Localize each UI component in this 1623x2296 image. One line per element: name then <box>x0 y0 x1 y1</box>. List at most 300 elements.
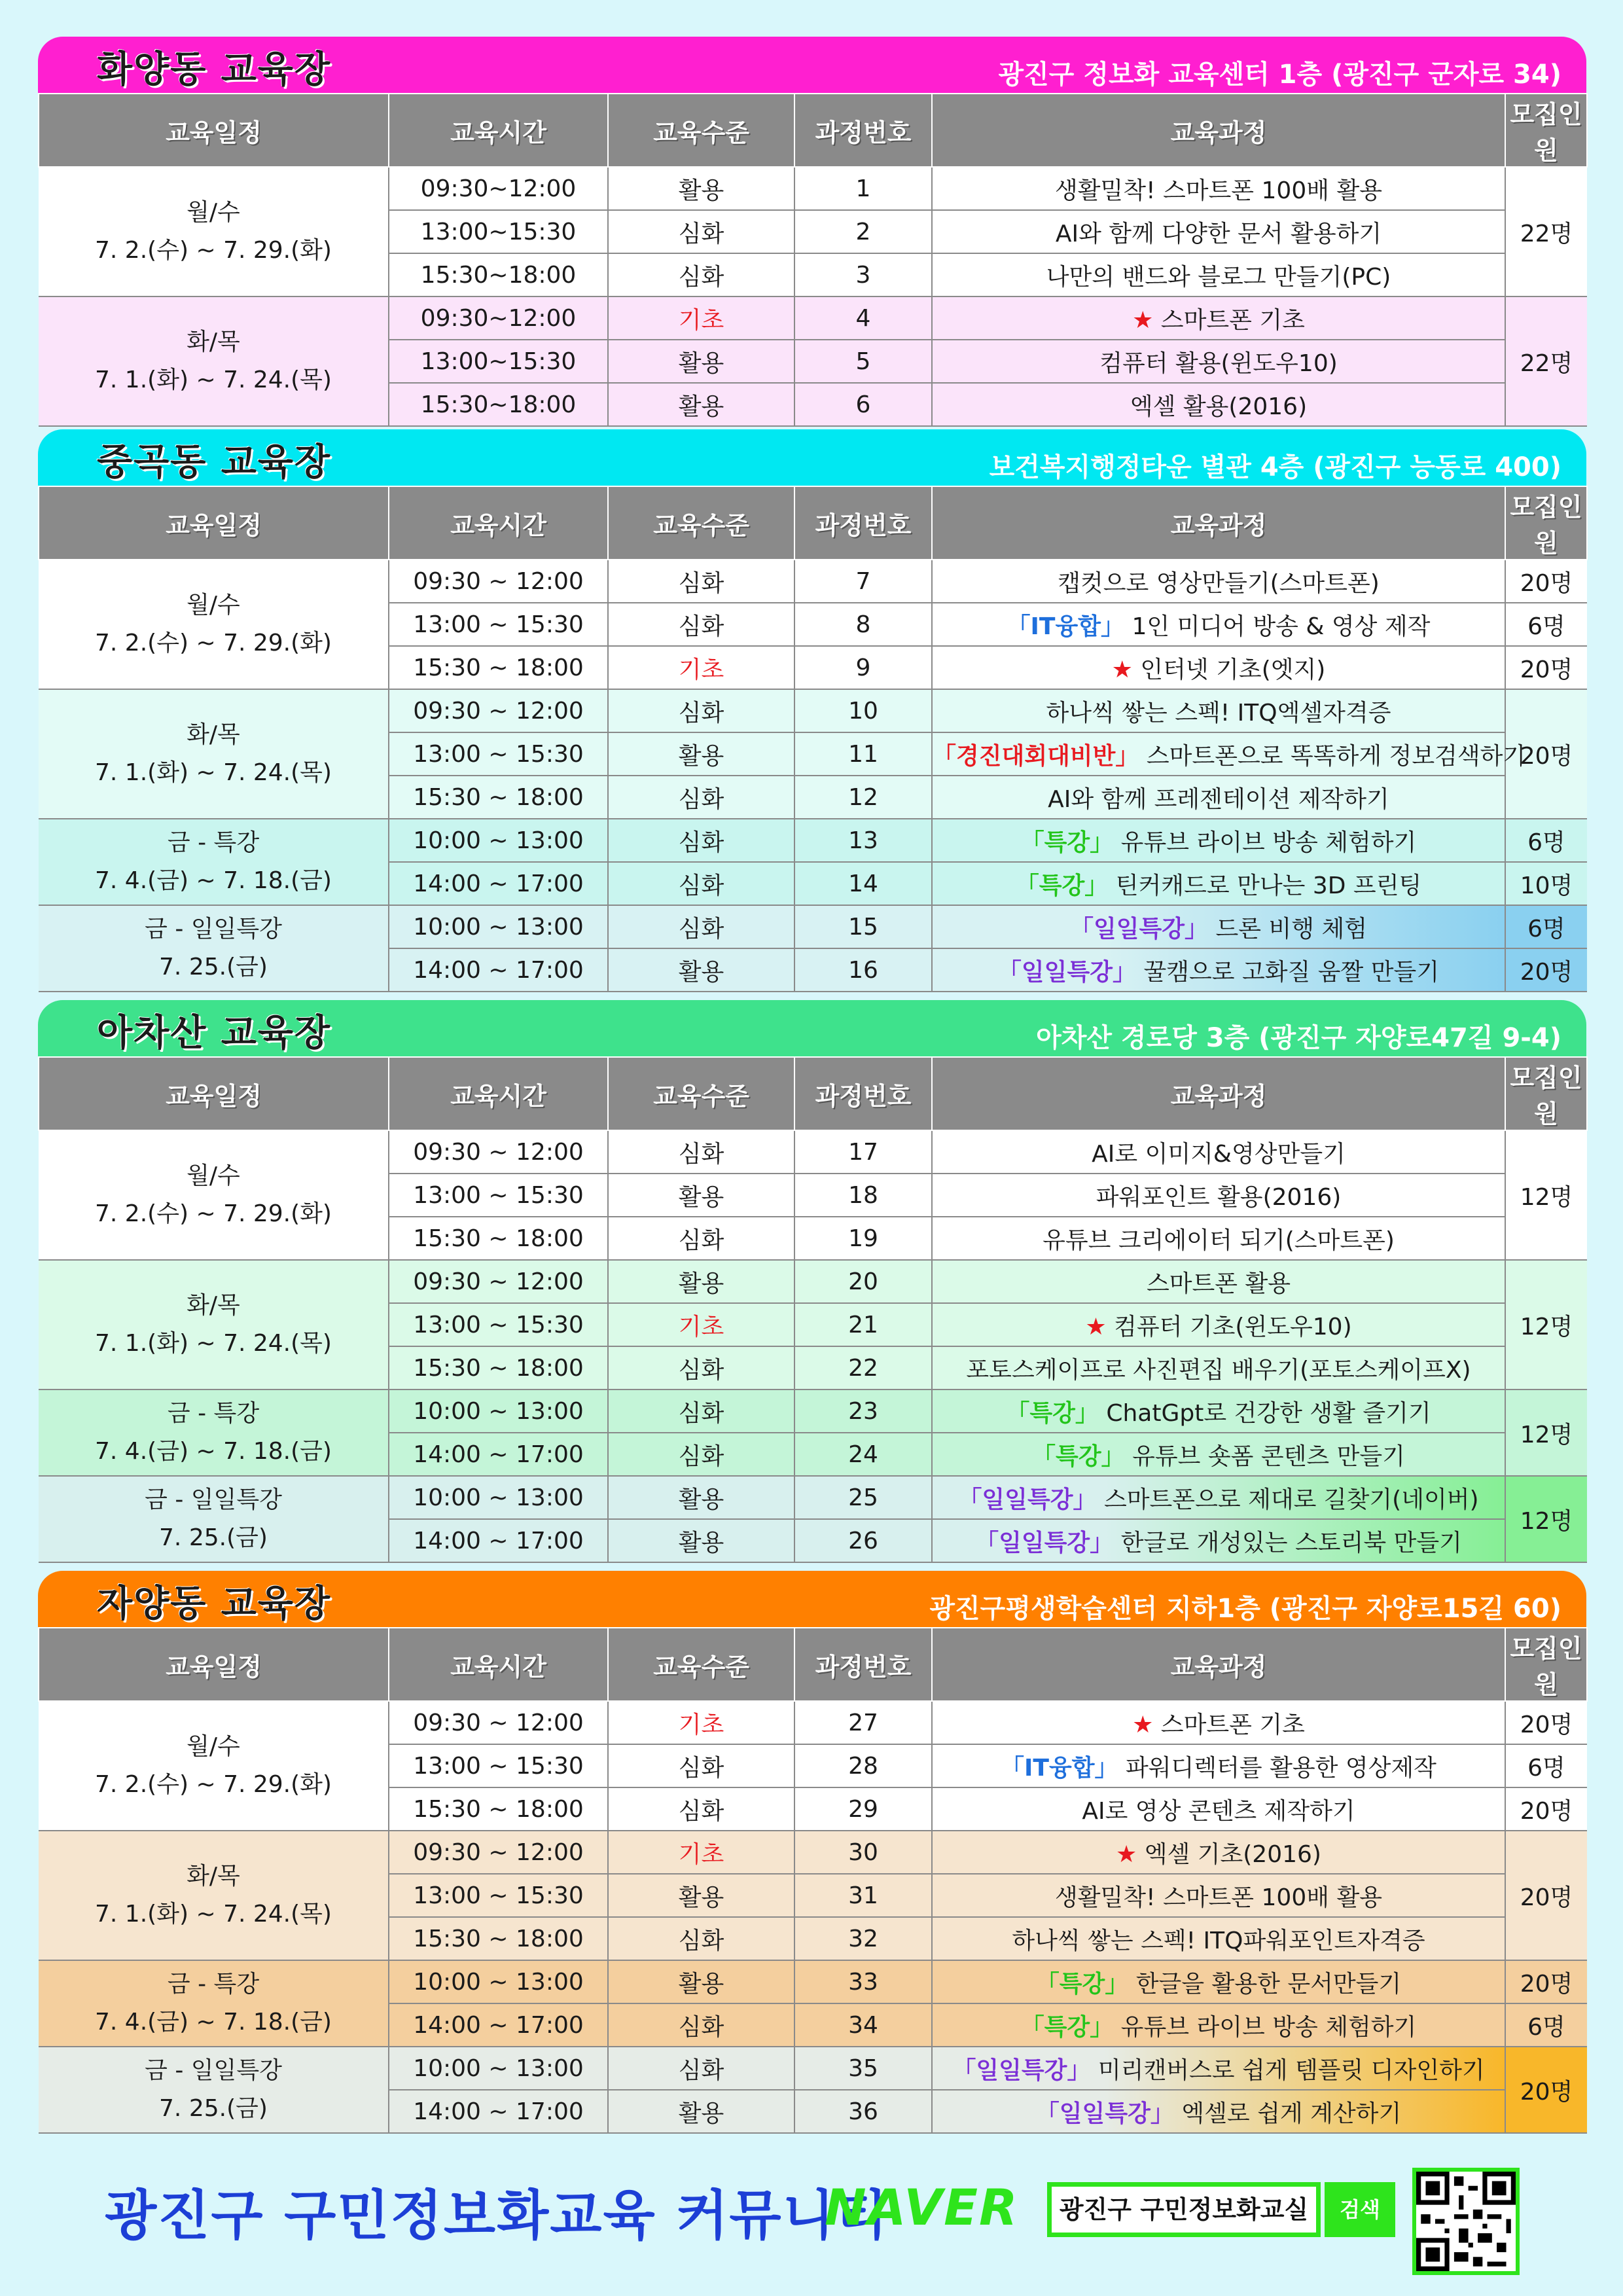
level-cell: 기초 <box>608 1701 794 1744</box>
time-cell: 15:30~18:00 <box>389 253 608 296</box>
level-cell: 심화 <box>608 253 794 296</box>
time-cell: 15:30 ~ 18:00 <box>389 1917 608 1960</box>
star-icon: ★ <box>1085 1313 1115 1340</box>
level-cell: 활용 <box>608 1874 794 1917</box>
course-number-cell: 22 <box>794 1346 932 1390</box>
capacity-cell: 22명 <box>1505 167 1587 296</box>
schedule-cell <box>39 560 389 689</box>
course-title: 파워디렉터를 활용한 영상제작 <box>1125 1754 1436 1782</box>
time-cell: 14:00 ~ 17:00 <box>389 1519 608 1562</box>
time-cell: 15:30 ~ 18:00 <box>389 776 608 819</box>
level-cell: 기초 <box>608 1831 794 1874</box>
schedule-table <box>38 1627 1588 2134</box>
course-title: 스마트폰으로 제대로 길찾기(네이버) <box>1103 1486 1479 1513</box>
capacity-cell: 6명 <box>1505 1744 1587 1787</box>
capacity-cell: 20명 <box>1505 1831 1587 1960</box>
time-cell: 10:00 ~ 13:00 <box>389 905 608 948</box>
level-cell: 심화 <box>608 1787 794 1831</box>
course-tag: 「일일특강」 <box>1069 915 1209 942</box>
level-cell: 심화 <box>608 1130 794 1174</box>
course-title: 스마트폰 활용 <box>1146 1270 1291 1297</box>
level-cell: 심화 <box>608 603 794 646</box>
column-header: 교육과정 <box>932 1628 1505 1701</box>
time-cell: 13:00 ~ 15:30 <box>389 603 608 646</box>
course-tag: 「일일특강」 <box>958 1486 1097 1513</box>
level-cell: 활용 <box>608 1960 794 2003</box>
course-number-cell: 24 <box>794 1433 932 1476</box>
course-number-cell: 25 <box>794 1476 932 1519</box>
column-header: 교육수준 <box>608 486 794 560</box>
schedule-dates: 7. 2.(수) ~ 7. 29.(화) <box>95 1200 332 1227</box>
schedule-days: 금 - 특강 <box>167 1971 260 1998</box>
capacity-cell: 6명 <box>1505 905 1587 948</box>
schedule-dates: 7. 1.(화) ~ 7. 24.(목) <box>95 367 332 393</box>
capacity-cell: 22명 <box>1505 296 1587 426</box>
level-cell: 활용 <box>608 1174 794 1217</box>
course-number-cell: 1 <box>794 167 932 210</box>
course-number-cell: 12 <box>794 776 932 819</box>
schedule-days: 화/목 <box>187 329 240 355</box>
section-banner <box>38 429 1586 486</box>
course-cell <box>932 2090 1505 2133</box>
course-cell <box>932 1917 1505 1960</box>
level-cell: 심화 <box>608 1217 794 1260</box>
schedule-cell <box>39 296 389 426</box>
schedule-dates: 7. 4.(금) ~ 7. 18.(금) <box>95 867 332 894</box>
naver-logo: NAVER <box>825 2178 1019 2236</box>
capacity-cell: 12명 <box>1505 1476 1587 1562</box>
capacity-cell: 20명 <box>1505 948 1587 992</box>
schedule-cell <box>39 1960 389 2047</box>
search-button[interactable]: 검색 <box>1325 2182 1395 2237</box>
level-cell: 기초 <box>608 646 794 689</box>
course-cell <box>932 948 1505 992</box>
section-3 <box>38 1000 1586 1563</box>
course-cell <box>932 1217 1505 1260</box>
schedule-cell <box>39 167 389 296</box>
capacity-cell: 6명 <box>1505 2003 1587 2047</box>
course-cell <box>932 1130 1505 1174</box>
course-title: 한글을 활용한 문서만들기 <box>1135 1970 1402 1998</box>
course-title: 하나씩 쌓는 스펙! ITQ파워포인트자격증 <box>1012 1927 1425 1954</box>
course-cell <box>932 167 1505 210</box>
time-cell: 09:30 ~ 12:00 <box>389 1701 608 1744</box>
course-cell <box>932 2003 1505 2047</box>
course-tag: 「일일특강」 <box>1035 2100 1174 2127</box>
course-title: 한글로 개성있는 스토리북 만들기 <box>1120 1529 1462 1556</box>
level-cell: 심화 <box>608 1917 794 1960</box>
schedule-dates: 7. 2.(수) ~ 7. 29.(화) <box>95 630 332 656</box>
time-cell: 13:00 ~ 15:30 <box>389 1174 608 1217</box>
course-number-cell: 30 <box>794 1831 932 1874</box>
column-header: 교육일정 <box>39 1057 389 1130</box>
course-cell <box>932 1303 1505 1346</box>
course-cell <box>932 1960 1505 2003</box>
header-row <box>39 94 1587 167</box>
course-number-cell: 11 <box>794 732 932 776</box>
star-icon: ★ <box>1132 306 1161 334</box>
table-row <box>39 1831 1587 1874</box>
schedule-cell <box>39 1260 389 1390</box>
column-header: 모집인원 <box>1505 1057 1587 1130</box>
level-cell: 활용 <box>608 340 794 383</box>
capacity-cell: 10명 <box>1505 862 1587 905</box>
course-tag: 「특강」 <box>1032 1443 1125 1470</box>
schedule-cell <box>39 1130 389 1260</box>
search-box[interactable]: 광진구 구민정보화교실 <box>1047 2182 1321 2237</box>
table-row <box>39 167 1587 210</box>
course-title: 생활밀착! 스마트폰 100배 활용 <box>1054 177 1382 204</box>
schedule-days: 금 - 일일특강 <box>145 1486 282 1513</box>
course-cell <box>932 1346 1505 1390</box>
course-number-cell: 33 <box>794 1960 932 2003</box>
course-number-cell: 5 <box>794 340 932 383</box>
section-title: 자양동 교육장 <box>97 1583 332 1625</box>
course-number-cell: 18 <box>794 1174 932 1217</box>
capacity-cell: 20명 <box>1505 1960 1587 2003</box>
column-header: 과정번호 <box>794 1628 932 1701</box>
schedule-dates: 7. 25.(금) <box>159 2095 268 2122</box>
course-number-cell: 16 <box>794 948 932 992</box>
section-2 <box>38 429 1586 992</box>
time-cell: 13:00~15:30 <box>389 210 608 253</box>
schedule-dates: 7. 1.(화) ~ 7. 24.(목) <box>95 1330 332 1357</box>
course-tag: 「경진대회대비반」 <box>933 742 1139 770</box>
level-cell: 기초 <box>608 296 794 340</box>
course-cell <box>932 1744 1505 1787</box>
level-cell: 심화 <box>608 1346 794 1390</box>
course-number-cell: 3 <box>794 253 932 296</box>
schedule-dates: 7. 25.(금) <box>159 1524 268 1551</box>
course-number-cell: 14 <box>794 862 932 905</box>
course-title: 드론 비행 체험 <box>1215 915 1368 942</box>
course-number-cell: 17 <box>794 1130 932 1174</box>
time-cell: 09:30 ~ 12:00 <box>389 560 608 603</box>
level-cell: 활용 <box>608 732 794 776</box>
course-title: 유튜브 라이브 방송 체험하기 <box>1120 2013 1417 2041</box>
course-number-cell: 19 <box>794 1217 932 1260</box>
table-row <box>39 296 1587 340</box>
course-title: 포토스케이프로 사진편집 배우기(포토스케이프X) <box>966 1356 1471 1384</box>
column-header: 모집인원 <box>1505 486 1587 560</box>
capacity-cell: 20명 <box>1505 689 1587 819</box>
qr-code-icon <box>1416 2172 1516 2271</box>
table-row <box>39 1476 1587 1519</box>
time-cell: 09:30 ~ 12:00 <box>389 1260 608 1303</box>
schedule-days: 월/수 <box>187 592 240 619</box>
schedule-cell <box>39 1831 389 1960</box>
course-title: AI와 함께 프레젠테이션 제작하기 <box>1048 785 1389 813</box>
schedule-days: 월/수 <box>187 199 240 226</box>
course-title: AI로 영상 콘텐츠 제작하기 <box>1082 1797 1355 1825</box>
capacity-cell: 20명 <box>1505 560 1587 603</box>
community-title: 광진구 구민정보화교육 커뮤니티 <box>105 2185 889 2247</box>
level-cell: 심화 <box>608 2047 794 2090</box>
time-cell: 09:30 ~ 12:00 <box>389 1130 608 1174</box>
course-tag: 「IT융합」 <box>1007 613 1125 640</box>
course-title: 엑셀 활용(2016) <box>1130 393 1308 420</box>
schedule-cell <box>39 2047 389 2133</box>
course-cell <box>932 1433 1505 1476</box>
schedule-dates: 7. 4.(금) ~ 7. 18.(금) <box>95 2009 332 2036</box>
course-cell <box>932 383 1505 426</box>
schedule-days: 화/목 <box>187 1292 240 1319</box>
header-row <box>39 1057 1587 1130</box>
time-cell: 09:30 ~ 12:00 <box>389 1831 608 1874</box>
course-title: 엑셀 기초(2016) <box>1144 1840 1321 1868</box>
column-header: 교육시간 <box>389 1057 608 1130</box>
time-cell: 09:30~12:00 <box>389 167 608 210</box>
course-title: 인터넷 기초(엣지) <box>1140 656 1326 683</box>
level-cell: 활용 <box>608 383 794 426</box>
course-number-cell: 7 <box>794 560 932 603</box>
schedule-cell <box>39 1476 389 1562</box>
table-row <box>39 560 1587 603</box>
capacity-cell: 12명 <box>1505 1260 1587 1390</box>
course-cell <box>932 1701 1505 1744</box>
column-header: 교육일정 <box>39 1628 389 1701</box>
time-cell: 15:30 ~ 18:00 <box>389 1346 608 1390</box>
course-title: 1인 미디어 방송 & 영상 제작 <box>1132 613 1431 640</box>
table-row <box>39 1130 1587 1174</box>
course-cell <box>932 340 1505 383</box>
course-number-cell: 15 <box>794 905 932 948</box>
course-title: 스마트폰으로 똑똑하게 정보검색하기 <box>1146 742 1526 770</box>
course-cell <box>932 819 1505 862</box>
time-cell: 15:30 ~ 18:00 <box>389 1217 608 1260</box>
time-cell: 13:00 ~ 15:30 <box>389 732 608 776</box>
course-number-cell: 27 <box>794 1701 932 1744</box>
time-cell: 13:00 ~ 15:30 <box>389 1744 608 1787</box>
course-title: 스마트폰 기초 <box>1160 1711 1305 1738</box>
time-cell: 14:00 ~ 17:00 <box>389 2003 608 2047</box>
time-cell: 14:00 ~ 17:00 <box>389 1433 608 1476</box>
star-icon: ★ <box>1111 656 1141 683</box>
schedule-dates: 7. 1.(화) ~ 7. 24.(목) <box>95 1901 332 1928</box>
course-number-cell: 29 <box>794 1787 932 1831</box>
time-cell: 13:00 ~ 15:30 <box>389 1303 608 1346</box>
qr-code[interactable] <box>1412 2168 1520 2275</box>
level-cell: 심화 <box>608 776 794 819</box>
course-number-cell: 8 <box>794 603 932 646</box>
section-banner <box>38 1571 1586 1627</box>
course-title: 생활밀착! 스마트폰 100배 활용 <box>1054 1884 1382 1911</box>
course-title: 꿀캠으로 고화질 움짤 만들기 <box>1143 958 1440 986</box>
schedule-days: 금 - 특강 <box>167 1400 260 1427</box>
level-cell: 심화 <box>608 1744 794 1787</box>
course-title: 나만의 밴드와 블로그 만들기(PC) <box>1046 263 1391 291</box>
schedule-days: 금 - 일일특강 <box>145 2057 282 2084</box>
level-cell: 심화 <box>608 819 794 862</box>
course-title: 유튜브 크리에이터 되기(스마트폰) <box>1043 1227 1395 1254</box>
course-cell <box>932 646 1505 689</box>
schedule-days: 화/목 <box>187 721 240 748</box>
table-row <box>39 819 1587 862</box>
level-cell: 기초 <box>608 1303 794 1346</box>
column-header: 교육시간 <box>389 1628 608 1701</box>
section-location: 아차산 경로당 3층 (광진구 자양로47길 9-4) <box>1036 1023 1561 1053</box>
time-cell: 14:00 ~ 17:00 <box>389 862 608 905</box>
time-cell: 10:00 ~ 13:00 <box>389 1390 608 1433</box>
schedule-days: 월/수 <box>187 1162 240 1189</box>
table-row <box>39 1260 1587 1303</box>
section-title: 중곡동 교육장 <box>97 441 332 484</box>
column-header: 교육과정 <box>932 94 1505 167</box>
header-row <box>39 1628 1587 1701</box>
course-number-cell: 23 <box>794 1390 932 1433</box>
time-cell: 10:00 ~ 13:00 <box>389 1476 608 1519</box>
course-title: ChatGpt로 건강한 생활 즐기기 <box>1106 1399 1431 1427</box>
course-title: AI로 이미지&영상만들기 <box>1092 1140 1346 1168</box>
section-banner <box>38 1000 1586 1056</box>
time-cell: 10:00 ~ 13:00 <box>389 2047 608 2090</box>
capacity-cell: 20명 <box>1505 646 1587 689</box>
level-cell: 심화 <box>608 905 794 948</box>
time-cell: 10:00 ~ 13:00 <box>389 819 608 862</box>
column-header: 모집인원 <box>1505 1628 1587 1701</box>
level-cell: 심화 <box>608 2003 794 2047</box>
capacity-cell: 20명 <box>1505 2047 1587 2133</box>
course-tag: 「일일특강」 <box>997 958 1136 986</box>
course-number-cell: 6 <box>794 383 932 426</box>
level-cell: 활용 <box>608 948 794 992</box>
schedule-dates: 7. 2.(수) ~ 7. 29.(화) <box>95 237 332 264</box>
course-cell <box>932 296 1505 340</box>
course-tag: 「특강」 <box>1006 1399 1099 1427</box>
course-cell <box>932 1519 1505 1562</box>
schedule-dates: 7. 25.(금) <box>159 954 268 980</box>
table-row <box>39 1701 1587 1744</box>
table-row <box>39 1960 1587 2003</box>
column-header: 과정번호 <box>794 94 932 167</box>
course-title: 틴커캐드로 만나는 3D 프린팅 <box>1115 872 1422 899</box>
column-header: 교육일정 <box>39 486 389 560</box>
schedule-days: 화/목 <box>187 1863 240 1890</box>
course-title: 유튜브 라이브 방송 체험하기 <box>1120 829 1417 856</box>
level-cell: 심화 <box>608 560 794 603</box>
course-cell <box>932 862 1505 905</box>
course-title: 캡컷으로 영상만들기(스마트폰) <box>1058 569 1380 597</box>
capacity-cell: 12명 <box>1505 1390 1587 1476</box>
course-tag: 「IT융합」 <box>1001 1754 1118 1782</box>
course-cell <box>932 2047 1505 2090</box>
schedule-cell <box>39 689 389 819</box>
time-cell: 14:00 ~ 17:00 <box>389 948 608 992</box>
course-tag: 「특강」 <box>1020 829 1114 856</box>
schedule-table <box>38 486 1588 992</box>
course-title: AI와 함께 다양한 문서 활용하기 <box>1055 220 1382 247</box>
section-location: 광진구 정보화 교육센터 1층 (광진구 군자로 34) <box>998 60 1561 90</box>
column-header: 교육시간 <box>389 486 608 560</box>
course-number-cell: 2 <box>794 210 932 253</box>
course-cell <box>932 560 1505 603</box>
course-tag: 「일일특강」 <box>975 1529 1114 1556</box>
table-row <box>39 2047 1587 2090</box>
course-cell <box>932 1787 1505 1831</box>
schedule-cell <box>39 819 389 905</box>
time-cell: 15:30~18:00 <box>389 383 608 426</box>
course-number-cell: 36 <box>794 2090 932 2133</box>
table-row <box>39 689 1587 732</box>
time-cell: 09:30~12:00 <box>389 296 608 340</box>
column-header: 교육수준 <box>608 1057 794 1130</box>
level-cell: 심화 <box>608 210 794 253</box>
column-header: 교육일정 <box>39 94 389 167</box>
time-cell: 15:30 ~ 18:00 <box>389 646 608 689</box>
level-cell: 활용 <box>608 1476 794 1519</box>
level-cell: 심화 <box>608 689 794 732</box>
course-title: 미리캔버스로 쉽게 템플릿 디자인하기 <box>1097 2056 1485 2084</box>
course-cell <box>932 1260 1505 1303</box>
time-cell: 14:00 ~ 17:00 <box>389 2090 608 2133</box>
course-title: 스마트폰 기초 <box>1160 306 1305 334</box>
column-header: 과정번호 <box>794 486 932 560</box>
course-number-cell: 13 <box>794 819 932 862</box>
time-cell: 09:30 ~ 12:00 <box>389 689 608 732</box>
footer <box>0 2160 1623 2258</box>
time-cell: 13:00 ~ 15:30 <box>389 1874 608 1917</box>
capacity-cell: 20명 <box>1505 1787 1587 1831</box>
course-cell <box>932 1476 1505 1519</box>
course-cell <box>932 689 1505 732</box>
header-row <box>39 486 1587 560</box>
capacity-cell: 6명 <box>1505 603 1587 646</box>
table-row <box>39 1390 1587 1433</box>
section-title: 아차산 교육장 <box>97 1012 332 1054</box>
course-tag: 「특강」 <box>1015 872 1109 899</box>
course-number-cell: 31 <box>794 1874 932 1917</box>
section-4 <box>38 1571 1586 2134</box>
level-cell: 활용 <box>608 167 794 210</box>
table-row <box>39 905 1587 948</box>
course-tag: 「일일특강」 <box>952 2056 1091 2084</box>
course-cell <box>932 732 1526 776</box>
course-number-cell: 20 <box>794 1260 932 1303</box>
schedule-days: 금 - 특강 <box>167 829 260 856</box>
schedule-cell <box>39 1390 389 1476</box>
column-header: 교육과정 <box>932 486 1505 560</box>
course-tag: 「특강」 <box>1035 1970 1129 1998</box>
course-cell <box>932 1174 1505 1217</box>
column-header: 모집인원 <box>1505 94 1587 167</box>
star-icon: ★ <box>1132 1711 1161 1738</box>
star-icon: ★ <box>1116 1840 1145 1868</box>
schedule-dates: 7. 4.(금) ~ 7. 18.(금) <box>95 1438 332 1465</box>
schedule-cell <box>39 905 389 992</box>
column-header: 교육수준 <box>608 1628 794 1701</box>
course-cell <box>932 210 1505 253</box>
schedule-days: 금 - 일일특강 <box>145 916 282 942</box>
time-cell: 10:00 ~ 13:00 <box>389 1960 608 2003</box>
section-1 <box>38 37 1586 427</box>
course-number-cell: 32 <box>794 1917 932 1960</box>
capacity-cell: 6명 <box>1505 819 1587 862</box>
course-number-cell: 34 <box>794 2003 932 2047</box>
course-number-cell: 10 <box>794 689 932 732</box>
schedule-days: 월/수 <box>187 1733 240 1760</box>
level-cell: 활용 <box>608 2090 794 2133</box>
section-banner <box>38 37 1586 93</box>
schedule-dates: 7. 1.(화) ~ 7. 24.(목) <box>95 759 332 786</box>
course-number-cell: 26 <box>794 1519 932 1562</box>
capacity-cell: 12명 <box>1505 1130 1587 1260</box>
schedule-cell <box>39 1701 389 1831</box>
course-title: 파워포인트 활용(2016) <box>1096 1183 1342 1211</box>
course-number-cell: 28 <box>794 1744 932 1787</box>
course-cell <box>932 1390 1505 1433</box>
column-header: 교육수준 <box>608 94 794 167</box>
column-header: 교육시간 <box>389 94 608 167</box>
